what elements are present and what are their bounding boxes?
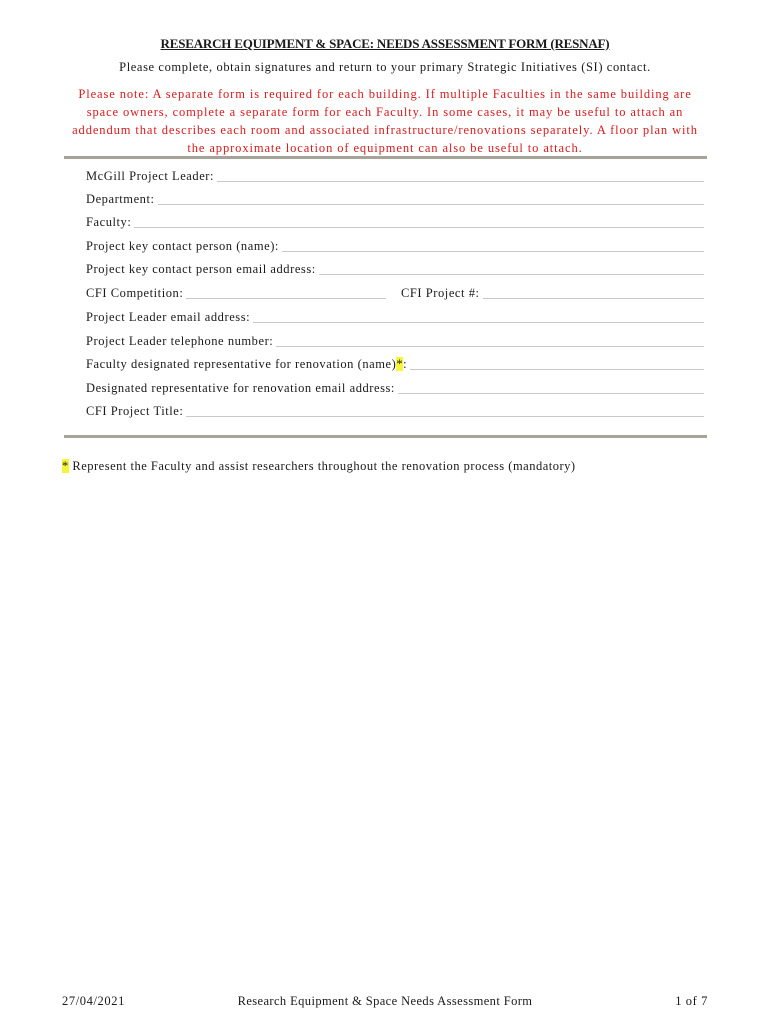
leader-phone-label: Project Leader telephone number: — [86, 334, 274, 348]
cfi-competition-input[interactable] — [186, 286, 386, 299]
faculty-label: Faculty: — [86, 215, 132, 229]
leader-email-field[interactable] — [86, 307, 704, 325]
footnote-text: Represent the Faculty and assist researchers throughout the renovation process (mandatory) — [72, 459, 576, 473]
cfi-project-title-field[interactable] — [86, 401, 704, 419]
leader-phone-input[interactable] — [276, 334, 704, 347]
section-divider-top — [64, 156, 707, 159]
key-contact-name-input[interactable] — [282, 239, 704, 252]
key-contact-name-label: Project key contact person (name): — [86, 239, 279, 253]
cfi-competition-label: CFI Competition: — [86, 286, 184, 300]
faculty-rep-name-field[interactable] — [86, 354, 704, 372]
faculty-field[interactable] — [86, 212, 704, 230]
cfi-project-number-label: CFI Project #: — [401, 286, 480, 300]
project-leader-label: McGill Project Leader: — [86, 169, 215, 183]
footer-date: 27/04/2021 — [62, 994, 125, 1008]
faculty-rep-name-label — [86, 357, 407, 372]
form-title: RESEARCH EQUIPMENT & SPACE: NEEDS ASSESSMENT FORM (RESNAF) — [160, 36, 610, 51]
cfi-project-title-input[interactable] — [186, 404, 704, 417]
required-marker: * — [396, 357, 404, 371]
form-note: Please note: A separate form is required for each building. If multiple Faculties in the same building are space owners, complete a separate form for each Faculty. In some cases, it may be useful to attach an addendum that describes each room and associated infrastructure/renovations separately. A floor plan with the approximate location of equipment can also be useful to attach. — [72, 87, 698, 155]
faculty-rep-name-text: Faculty designated representative for renovation (name) — [86, 357, 397, 371]
key-contact-email-input[interactable] — [319, 262, 704, 275]
cfi-project-number-field[interactable] — [401, 283, 704, 301]
rep-email-field[interactable] — [86, 378, 704, 396]
key-contact-name-field[interactable] — [86, 236, 704, 254]
form-instructions: Please complete, obtain signatures and return to your primary Strategic Initiatives (SI) contact. — [119, 60, 651, 74]
department-label: Department: — [86, 192, 155, 206]
footer-title: Research Equipment & Space Needs Assessment Form — [237, 994, 533, 1008]
project-leader-field[interactable] — [86, 166, 704, 184]
leader-phone-field[interactable] — [86, 331, 704, 349]
key-contact-email-field[interactable] — [86, 259, 704, 277]
footnote-marker: * — [62, 459, 69, 473]
cfi-project-number-input[interactable] — [483, 286, 704, 299]
leader-email-input[interactable] — [253, 310, 704, 323]
cfi-project-title-label: CFI Project Title: — [86, 404, 184, 418]
section-divider-bottom — [64, 435, 707, 438]
department-input[interactable] — [158, 192, 704, 205]
rep-email-label: Designated representative for renovation email address: — [86, 381, 395, 395]
rep-email-input[interactable] — [398, 381, 704, 394]
cfi-competition-field[interactable] — [86, 283, 386, 301]
page-number: 1 of 7 — [675, 994, 708, 1008]
footnote — [62, 459, 576, 474]
department-field[interactable] — [86, 189, 704, 207]
faculty-rep-name-input[interactable] — [410, 357, 704, 370]
key-contact-email-label: Project key contact person email address: — [86, 262, 316, 276]
leader-email-label: Project Leader email address: — [86, 310, 251, 324]
label-colon: : — [403, 357, 408, 371]
project-leader-input[interactable] — [217, 169, 704, 182]
faculty-input[interactable] — [134, 215, 704, 228]
page-footer — [0, 994, 770, 1010]
